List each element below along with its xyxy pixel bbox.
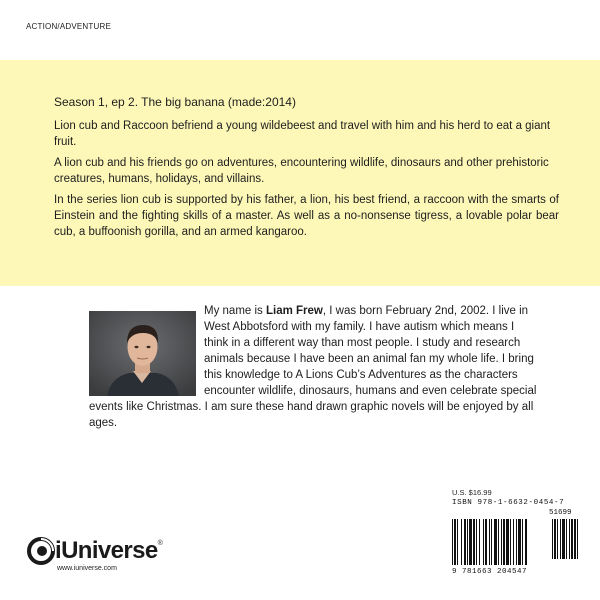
trademark-symbol: ® — [157, 540, 163, 547]
author-bio — [89, 303, 537, 431]
isbn-label: ISBN 978-1-6632-0454-7 — [452, 499, 565, 507]
publisher-logo — [27, 537, 187, 577]
price-label: U.S. $16.99 — [452, 488, 492, 497]
category-label: ACTION/ADVENTURE — [26, 22, 111, 31]
publisher-name-text: iUniverse — [55, 537, 158, 564]
bio-intro: My name is — [204, 305, 266, 317]
barcode-number: 9 781663 204547 — [452, 568, 528, 576]
publisher-name — [55, 537, 162, 565]
publisher-url: www.iuniverse.com — [57, 565, 117, 572]
isbn-barcode-block — [446, 487, 586, 587]
price-addon-code: 51699 — [549, 509, 572, 517]
bio-text: , I was born February 2nd, 2002. I live in West Abbotsford with my family. I have autism which means I think in a different way than most people. I study and research animals because I have been an animal fan my whole life. I bring this knowledge to A Lions Cub’s Adventures as the characters encounter wildlife, dinosaurs, humans and even celebrate special events like Christmas. I am sure these hand drawn graphic novels will be enjoyed by all ages. — [89, 305, 537, 429]
synopsis-paragraph-2: A lion cub and his friends go on adventures, encountering wildlife, dinosaurs and other prehistoric creatures, humans, holidays, and villains. — [54, 157, 549, 185]
author-name: Liam Frew — [266, 305, 323, 317]
synopsis-paragraph-1: Lion cub and Raccoon befriend a young wildebeest and travel with him and his herd to eat a giant fruit. — [54, 120, 551, 148]
episode-title: Season 1, ep 2. The big banana (made:2014) — [54, 95, 296, 109]
iuniverse-swirl-icon — [27, 537, 55, 565]
barcode-bars — [452, 519, 586, 567]
synopsis-panel — [0, 60, 600, 286]
synopsis-paragraph-3: In the series lion cub is supported by his father, a lion, his best friend, a raccoon with the smarts of Einstein and the fighting skills of a master. As well as a no-nonsense tigress, a lovable polar bear cub, a buffoonish gorilla, and an armed kangaroo. — [54, 194, 559, 238]
